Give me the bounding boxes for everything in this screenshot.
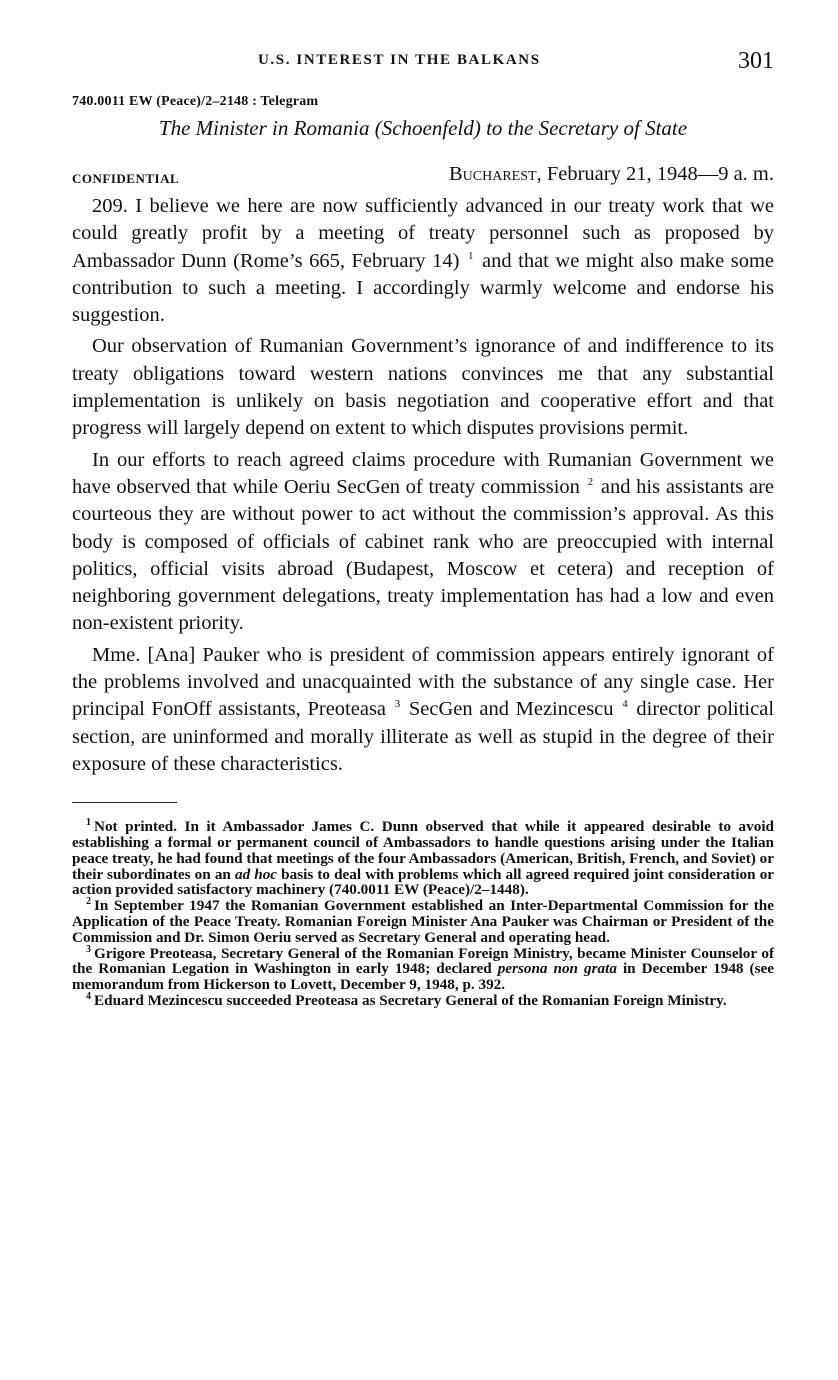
footnote-4-text: Eduard Mezincescu succeeded Preoteasa as Secretary General of the Romanian Foreign Ministry. xyxy=(94,992,727,1009)
paragraph-3-text-b: and his assistants are courteous they are without power to act without the commission’s approval. As this body is composed of officials of cabinet rank who are preoccupied with internal politics, official visits abroad (Budapest, Moscow et cetera) and reception of neighboring government delegations, treaty implementation has had a low and even non-existent priority. xyxy=(72,475,775,635)
footnote-1 xyxy=(72,819,774,898)
footnote-3 xyxy=(72,943,774,994)
place: Bucharest, xyxy=(449,163,542,185)
footnote-divider xyxy=(72,802,177,803)
date: February 21, 1948—9 a. m. xyxy=(546,163,774,185)
dateline xyxy=(72,163,774,193)
paragraph-1-text-a: 209. I believe we here are now sufficiently advanced in our treaty work that we could greatly profit by a meeting of treaty personnel such as proposed by Ambassador Dunn (Rome’s 665, February 14) xyxy=(72,195,774,272)
footnote-1-text-a: Not printed. In it Ambassador James C. Dunn observed that while it appeared desirable to avoid establishing a formal or permanent council of Ambassadors to handle questions arising under the Italian peace treaty, he had found that meetings of the four Ambassadors (American, British, French, and Soviet) or their subordinates on an xyxy=(72,818,774,883)
footnote-ref-4: 4 xyxy=(622,698,628,711)
paragraph-4-text-b: SecGen and Mezincescu xyxy=(408,698,614,721)
paragraph-4-text-c: director political section, are uninformed and morally illiterate as well as stupid in the degree of their exposure of these characteristics. xyxy=(72,698,775,775)
footnote-2 xyxy=(72,898,774,945)
footnote-1-italic: ad hoc xyxy=(234,865,278,883)
footnote-4 xyxy=(72,993,774,1009)
footnote-3-text-b: in December 1948 (see memorandum from Hickerson to Lovett, December 9, 1948, p. 392. xyxy=(72,960,774,994)
document-heading: The Minister in Romania (Schoenfeld) to the Secretary of State xyxy=(158,116,688,140)
page-number: 301 xyxy=(738,48,774,74)
footnote-2-text: In September 1947 the Romanian Government established an Inter-Departmental Commission for the Application of the Peace Treaty. Romanian Foreign Minister Ana Pauker was Chairman or President of the Commission and Dr. Simon Oeriu served as Secretary General and operating head. xyxy=(72,897,774,946)
paragraph-3-text-a: In our efforts to reach agreed claims procedure with Rumanian Government we have observed that while Oeriu SecGen of treaty commission xyxy=(72,448,774,498)
footnote-1-number: 1 xyxy=(86,817,91,829)
footnote-3-text-a: Grigore Preoteasa, Secretary General of the Romanian Foreign Ministry, became Minister Counselor of the Romanian Legation in Washington in early 1948; declared xyxy=(72,944,774,978)
paragraph-4-text-a: Mme. [Ana] Pauker who is president of commission appears entirely ignorant of the problems involved and unacquainted with the substance of any single case. Her principal FonOff assistants, Preoteasa xyxy=(72,643,774,721)
paragraph-3 xyxy=(72,447,774,638)
footnote-ref-2: 2 xyxy=(587,475,594,488)
running-head xyxy=(72,44,774,84)
footnote-ref-1: 1 xyxy=(467,249,474,262)
footnote-3-italic: persona non grata xyxy=(497,960,617,978)
running-title: U.S. INTEREST IN THE BALKANS xyxy=(258,52,541,68)
telegram-body xyxy=(72,193,774,778)
footnote-1-text-b: basis to deal with problems which all agreed required joint consideration or action provided satisfactory machinery (740.0011 EW (Peace)/2–1448). xyxy=(72,865,775,899)
footnote-4-number: 4 xyxy=(86,991,91,1002)
footnote-ref-3: 3 xyxy=(394,698,401,711)
paragraph-2: Our observation of Rumanian Government’s ignorance of and indifference to its treaty obligations toward western nations convinces me that any substantial implementation is unlikely on basis negotiation and cooperative effort and that progress will largely depend on extent to which disputes provisions permit. xyxy=(72,335,774,440)
paragraph-1-text-b: and that we might also make some contribution to such a meeting. I accordingly warmly welcome and endorse his suggestion. xyxy=(72,249,774,327)
footnote-2-number: 2 xyxy=(86,896,91,908)
footnote-3-number: 3 xyxy=(86,943,91,955)
document-reference: 740.0011 EW (Peace)/2–2148 : Telegram xyxy=(72,94,319,109)
classification-label: CONFIDENTIAL xyxy=(72,171,180,186)
paragraph-4 xyxy=(72,642,774,778)
paragraph-1 xyxy=(72,193,774,329)
place-date xyxy=(449,163,774,186)
document-page xyxy=(72,44,774,1009)
footnotes xyxy=(72,819,774,1009)
